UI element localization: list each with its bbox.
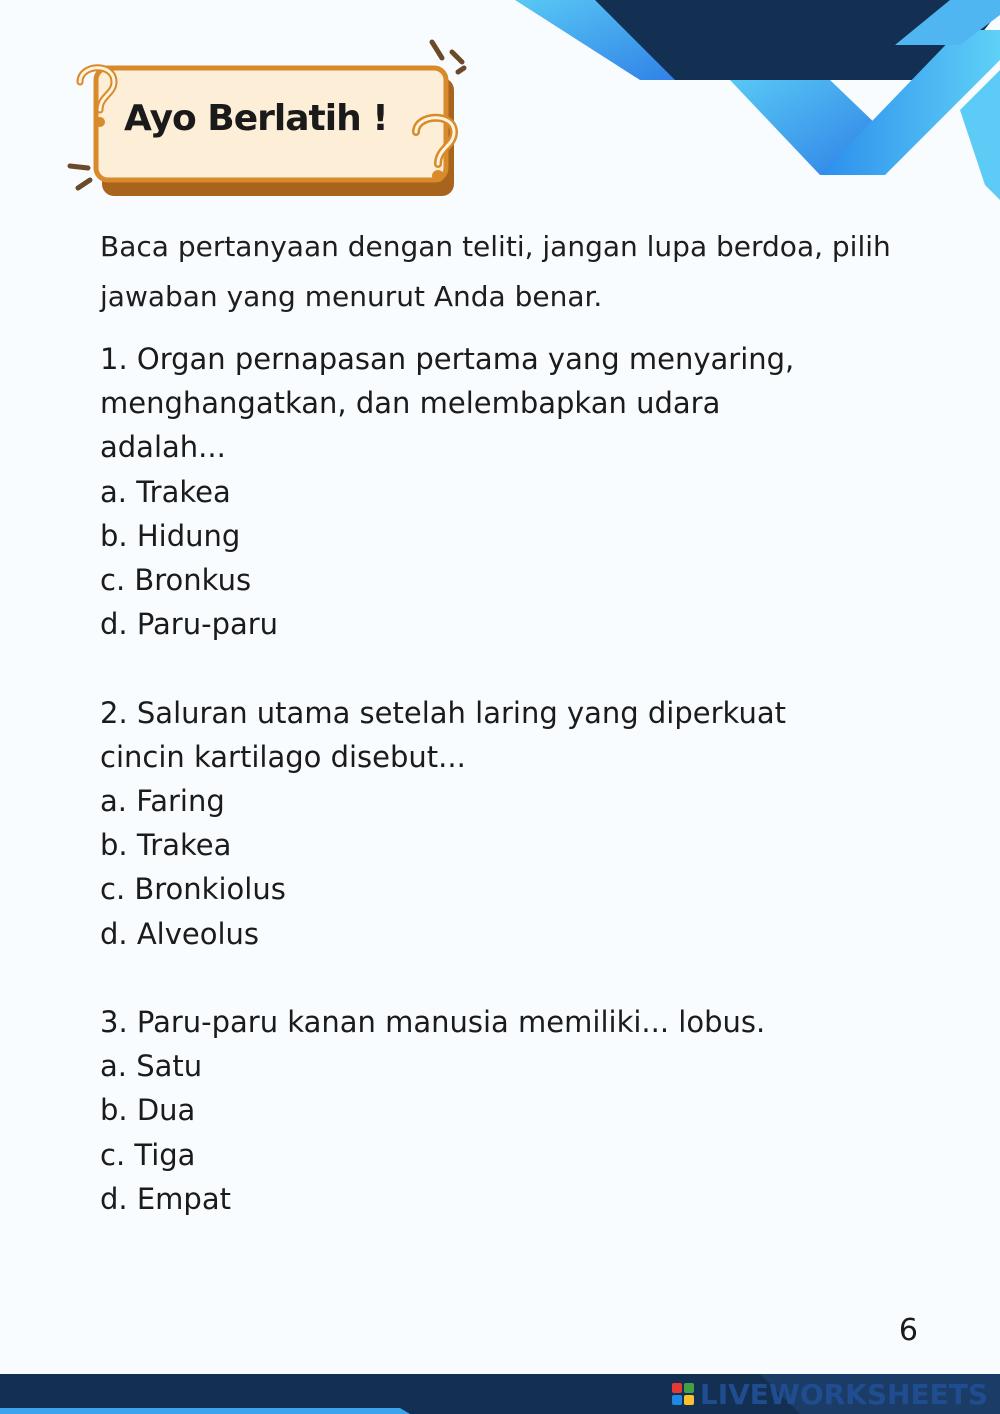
- answer-option[interactable]: c. Bronkiolus: [100, 872, 286, 907]
- answer-options: [100, 470, 960, 647]
- answer-options: [100, 779, 960, 956]
- instructions-text: Baca pertanyaan dengan teliti, jangan lupa berdoa, pilih jawaban yang menurut Anda benar.: [100, 230, 891, 313]
- question-text: 3. Paru-paru kanan manusia memiliki... lobus.: [100, 1005, 766, 1040]
- logo-grid-icon: [672, 1383, 694, 1405]
- page-title: Ayo Berlatih !: [124, 98, 388, 139]
- question-text: 1. Organ pernapasan pertama yang menyaring, menghangatkan, dan melembapkan udara adalah...: [100, 342, 795, 465]
- page-number: 6: [898, 1313, 918, 1348]
- question-2: [100, 691, 960, 956]
- answer-option[interactable]: a. Satu: [100, 1049, 203, 1084]
- answer-option[interactable]: a. Trakea: [100, 474, 231, 509]
- answer-option[interactable]: d. Paru-paru: [100, 607, 279, 642]
- answer-option[interactable]: b. Hidung: [100, 518, 241, 553]
- question-1: [100, 337, 960, 646]
- answer-option[interactable]: d. Alveolus: [100, 916, 260, 951]
- question-list: [100, 337, 960, 1265]
- answer-option[interactable]: b. Dua: [100, 1093, 196, 1128]
- answer-option[interactable]: c. Bronkus: [100, 563, 252, 598]
- answer-option[interactable]: b. Trakea: [100, 828, 232, 863]
- logo-text: LIVEWORKSHEETS: [699, 1377, 988, 1411]
- answer-option[interactable]: d. Empat: [100, 1181, 231, 1216]
- question-text: 2. Saluran utama setelah laring yang diperkuat cincin kartilago disebut...: [100, 695, 786, 774]
- answer-option[interactable]: c. Tiga: [100, 1137, 196, 1172]
- question-3: [100, 1000, 960, 1221]
- answer-option[interactable]: a. Faring: [100, 784, 225, 819]
- liveworksheets-logo[interactable]: [672, 1378, 988, 1410]
- answer-options: [100, 1044, 960, 1221]
